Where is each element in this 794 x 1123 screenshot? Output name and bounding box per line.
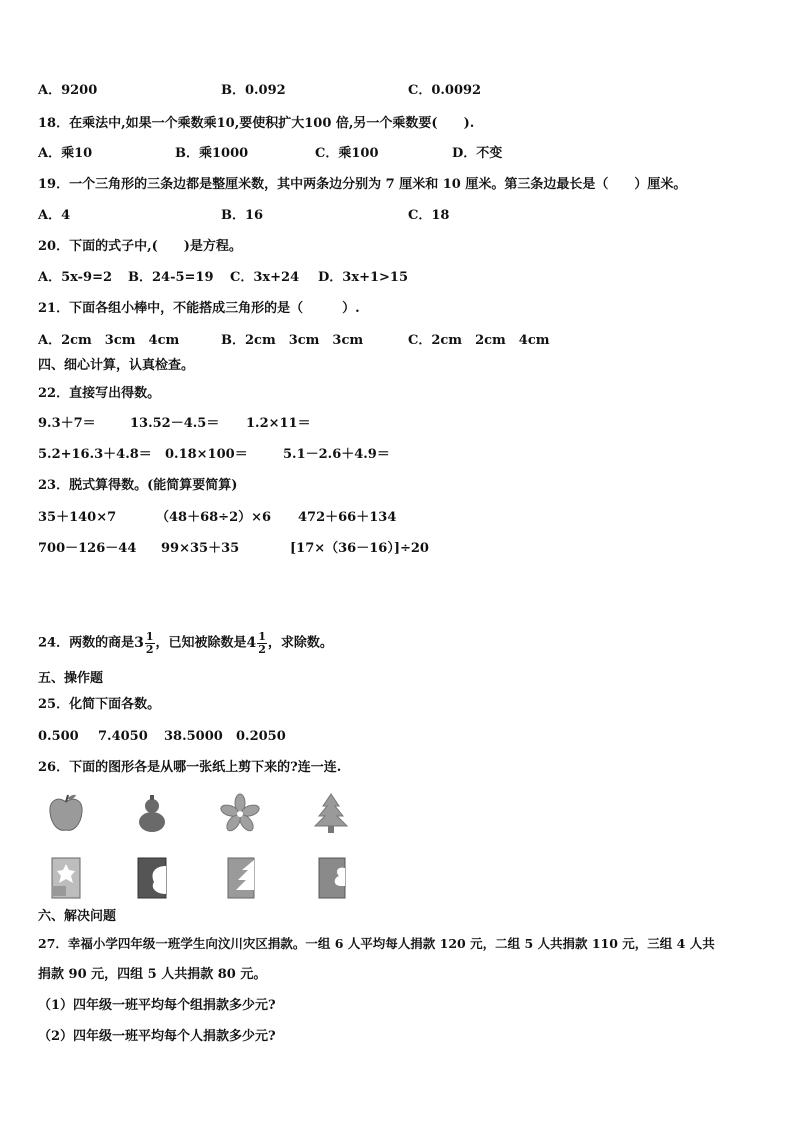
q24-text-mid: ，已知被除数是 (155, 635, 247, 651)
fraction-denominator: 2 (145, 642, 154, 656)
q23-expr: 99×35＋35 (161, 541, 240, 556)
fraction-numerator: 1 (258, 629, 266, 643)
q21-option-b[interactable]: B．2cm 3cm 3cm (221, 333, 364, 348)
q23-stem: 23．脱式算得数。(能简算要简算) (38, 478, 238, 493)
paper-cutout-1-icon[interactable] (46, 856, 86, 900)
q17-option-b[interactable]: B．0.092 (221, 83, 286, 98)
q24-text-post: ，求除数。 (267, 635, 333, 651)
q25-stem: 25．化简下面各数。 (38, 697, 161, 712)
q22-expr: 5.1－2.6＋4.9＝ (283, 447, 390, 462)
q22-expr: 0.18×100＝ (165, 447, 248, 462)
tree-shape-icon[interactable] (311, 792, 351, 836)
q22-expr: 1.2×11＝ (246, 416, 311, 431)
q18-option-b[interactable]: B．乘1000 (175, 146, 249, 161)
q24-text-pre: 24．两数的商是 (38, 635, 135, 651)
q17-option-a[interactable]: A．9200 (38, 83, 98, 98)
q18-option-d[interactable]: D．不变 (452, 146, 503, 161)
mixed-number-whole: 4 (246, 635, 257, 651)
q23-expr: 35＋140×7 (38, 510, 117, 525)
q26-stem: 26．下面的图形各是从哪一张纸上剪下来的?连一连. (38, 760, 342, 775)
q18-option-c[interactable]: C．乘100 (315, 146, 379, 161)
q20-option-c[interactable]: C．3x+24 (230, 270, 300, 285)
q17-option-c[interactable]: C．0.0092 (408, 83, 482, 98)
q24-stem (38, 630, 333, 657)
paper-cutout-3-icon[interactable] (220, 856, 260, 900)
mixed-number-whole: 3 (134, 635, 144, 651)
q21-stem: 21．下面各组小棒中，不能搭成三角形的是（ ）. (38, 301, 360, 316)
paper-cutout-4-icon[interactable] (311, 856, 351, 900)
gourd-shape-icon[interactable] (132, 792, 172, 836)
fraction (257, 631, 267, 656)
q20-option-d[interactable]: D．3x+1>15 (318, 270, 408, 285)
q20-option-b[interactable]: B．24-5=19 (128, 270, 214, 285)
q22-expr: 9.3＋7＝ (38, 416, 96, 431)
fraction (145, 631, 155, 656)
section-5-heading: 五、操作题 (38, 671, 104, 686)
q21-option-c[interactable]: C．2cm 2cm 4cm (408, 333, 550, 348)
q18-stem: 18．在乘法中,如果一个乘数乘10,要使积扩大100 倍,另一个乘数要( ). (38, 116, 475, 131)
q20-stem: 20．下面的式子中,( )是方程。 (38, 239, 242, 254)
section-4-heading: 四、细心计算，认真检查。 (38, 358, 195, 373)
q25-item: 0.2050 (236, 729, 286, 744)
q23-expr: [17×（36－16）]÷20 (290, 541, 429, 556)
fraction-numerator: 1 (145, 629, 154, 643)
fraction-denominator: 2 (258, 642, 266, 656)
q20-option-a[interactable]: A．5x-9=2 (38, 270, 113, 285)
q22-expr: 13.52－4.5＝ (130, 416, 220, 431)
q27-subquestion-1: （1）四年级一班平均每个组捐款多少元? (38, 998, 276, 1013)
section-6-heading: 六、解决问题 (38, 909, 117, 924)
q22-expr: 5.2+16.3＋4.8＝ (38, 447, 152, 462)
q23-expr: 700－126－44 (38, 541, 137, 556)
q18-option-a[interactable]: A．乘10 (38, 146, 93, 161)
q19-option-a[interactable]: A．4 (38, 208, 71, 223)
q27-stem-line-1: 27．幸福小学四年级一班学生向汶川灾区捐款。一组 6 人平均每人捐款 120 元，二组 5 人共捐款 110 元，三组 4 人共 (38, 936, 715, 951)
apple-shape-icon[interactable] (46, 792, 86, 836)
q23-expr: （48＋68÷2）×6 (156, 510, 272, 525)
q25-item: 7.4050 (98, 729, 148, 744)
flower-shape-icon[interactable] (220, 792, 260, 836)
q27-subquestion-2: （2）四年级一班平均每个人捐款多少元? (38, 1029, 276, 1044)
q22-stem: 22．直接写出得数。 (38, 386, 161, 401)
q19-option-b[interactable]: B．16 (221, 208, 264, 223)
q25-item: 38.5000 (164, 729, 223, 744)
q21-option-a[interactable]: A．2cm 3cm 4cm (38, 333, 180, 348)
q19-stem: 19．一个三角形的三条边都是整厘米数，其中两条边分别为 7 厘米和 10 厘米。第三条边最长是（ ）厘米。 (38, 177, 687, 192)
paper-cutout-2-icon[interactable] (132, 856, 172, 900)
q27-stem-line-2: 捐款 90 元，四组 5 人共捐款 80 元。 (38, 967, 267, 982)
q19-option-c[interactable]: C．18 (408, 208, 450, 223)
q25-item: 0.500 (38, 729, 79, 744)
q23-expr: 472＋66＋134 (298, 510, 397, 525)
